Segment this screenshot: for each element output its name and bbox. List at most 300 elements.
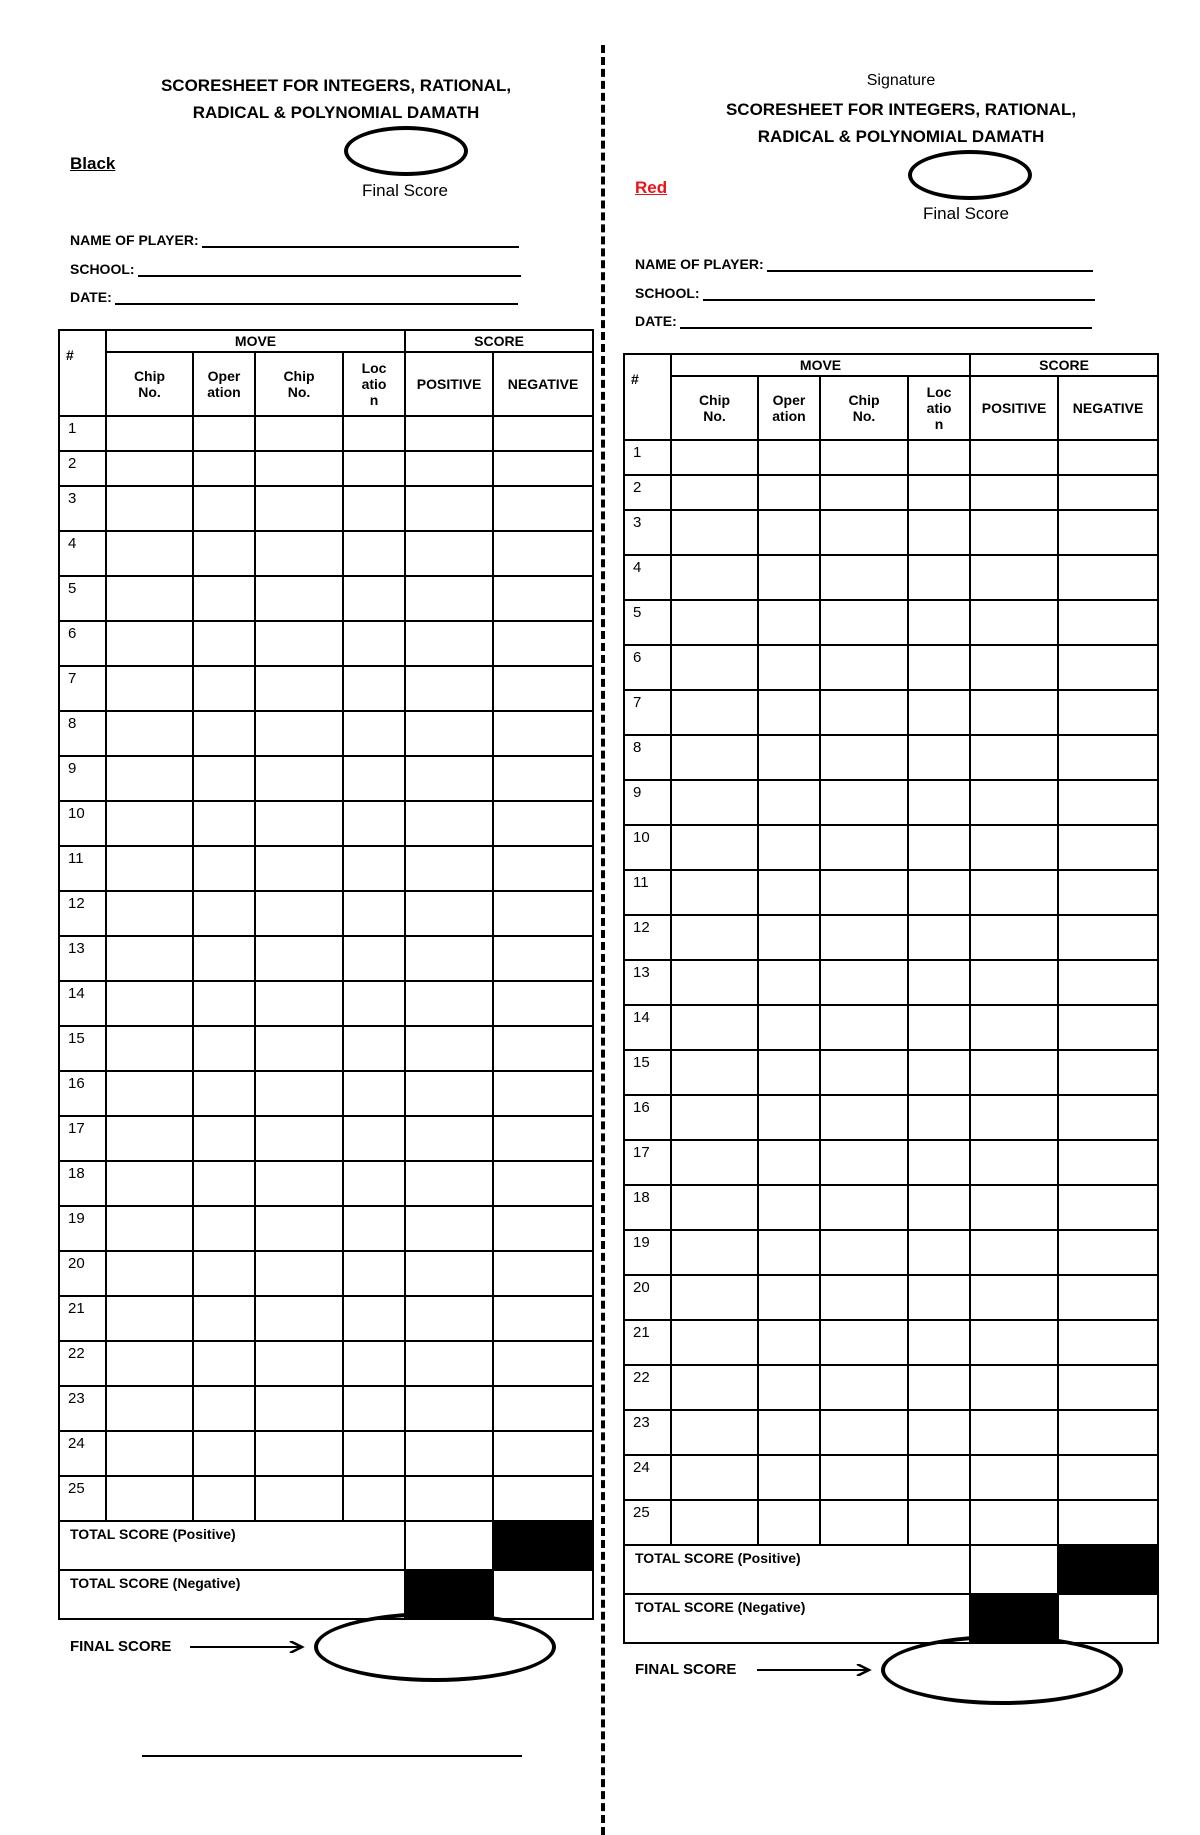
chip-no-cell[interactable] — [671, 600, 758, 645]
chip-no-cell-2[interactable] — [255, 666, 343, 711]
location-cell[interactable] — [908, 870, 970, 915]
chip-no-cell-2[interactable] — [255, 981, 343, 1026]
chip-no-cell[interactable] — [671, 960, 758, 1005]
name-field[interactable] — [635, 256, 1093, 272]
chip-no-cell-2[interactable] — [255, 1071, 343, 1116]
location-cell[interactable] — [908, 1320, 970, 1365]
positive-cell[interactable] — [970, 825, 1058, 870]
school-line[interactable] — [703, 285, 1095, 301]
negative-cell[interactable] — [1058, 1050, 1158, 1095]
chip-no-cell-2[interactable] — [820, 645, 908, 690]
negative-cell[interactable] — [1058, 555, 1158, 600]
negative-cell[interactable] — [493, 1386, 593, 1431]
final-score-result-oval[interactable] — [881, 1635, 1123, 1705]
chip-no-cell-2[interactable] — [255, 621, 343, 666]
positive-cell[interactable] — [970, 1050, 1058, 1095]
chip-no-cell-2[interactable] — [820, 1365, 908, 1410]
chip-no-cell[interactable] — [106, 891, 193, 936]
chip-no-cell[interactable] — [106, 1206, 193, 1251]
chip-no-cell[interactable] — [106, 846, 193, 891]
chip-no-cell[interactable] — [671, 1500, 758, 1545]
operation-cell[interactable] — [758, 600, 820, 645]
operation-cell[interactable] — [193, 1476, 255, 1521]
positive-cell[interactable] — [405, 1386, 493, 1431]
positive-cell[interactable] — [405, 756, 493, 801]
chip-no-cell-2[interactable] — [255, 486, 343, 531]
operation-cell[interactable] — [193, 1026, 255, 1071]
chip-no-cell[interactable] — [671, 1275, 758, 1320]
positive-cell[interactable] — [405, 846, 493, 891]
chip-no-cell-2[interactable] — [820, 735, 908, 780]
location-cell[interactable] — [343, 801, 405, 846]
location-cell[interactable] — [908, 780, 970, 825]
location-cell[interactable] — [343, 936, 405, 981]
negative-cell[interactable] — [1058, 780, 1158, 825]
chip-no-cell-2[interactable] — [255, 846, 343, 891]
chip-no-cell-2[interactable] — [255, 1386, 343, 1431]
positive-cell[interactable] — [970, 1320, 1058, 1365]
operation-cell[interactable] — [758, 1005, 820, 1050]
location-cell[interactable] — [343, 451, 405, 486]
location-cell[interactable] — [908, 440, 970, 475]
chip-no-cell[interactable] — [671, 1185, 758, 1230]
negative-cell[interactable] — [493, 1476, 593, 1521]
positive-cell[interactable] — [970, 1410, 1058, 1455]
chip-no-cell[interactable] — [671, 870, 758, 915]
positive-cell[interactable] — [405, 1296, 493, 1341]
final-score-oval[interactable] — [344, 126, 468, 176]
negative-cell[interactable] — [1058, 510, 1158, 555]
positive-cell[interactable] — [970, 1500, 1058, 1545]
positive-cell[interactable] — [405, 531, 493, 576]
chip-no-cell[interactable] — [671, 780, 758, 825]
negative-cell[interactable] — [1058, 1230, 1158, 1275]
chip-no-cell[interactable] — [106, 576, 193, 621]
chip-no-cell[interactable] — [671, 1230, 758, 1275]
negative-cell[interactable] — [493, 576, 593, 621]
chip-no-cell[interactable] — [671, 1140, 758, 1185]
location-cell[interactable] — [343, 1071, 405, 1116]
school-field[interactable] — [70, 261, 521, 277]
date-line[interactable] — [115, 289, 518, 305]
positive-cell[interactable] — [970, 735, 1058, 780]
operation-cell[interactable] — [193, 1161, 255, 1206]
operation-cell[interactable] — [193, 1116, 255, 1161]
chip-no-cell-2[interactable] — [255, 1116, 343, 1161]
location-cell[interactable] — [343, 1341, 405, 1386]
operation-cell[interactable] — [758, 475, 820, 510]
chip-no-cell-2[interactable] — [255, 936, 343, 981]
positive-cell[interactable] — [405, 486, 493, 531]
name-field[interactable] — [70, 232, 519, 248]
chip-no-cell[interactable] — [106, 531, 193, 576]
operation-cell[interactable] — [758, 825, 820, 870]
operation-cell[interactable] — [193, 666, 255, 711]
location-cell[interactable] — [343, 486, 405, 531]
chip-no-cell-2[interactable] — [820, 1230, 908, 1275]
chip-no-cell[interactable] — [671, 915, 758, 960]
chip-no-cell[interactable] — [106, 756, 193, 801]
negative-cell[interactable] — [493, 1071, 593, 1116]
total-positive-cell[interactable] — [405, 1521, 493, 1570]
chip-no-cell-2[interactable] — [255, 1431, 343, 1476]
operation-cell[interactable] — [193, 801, 255, 846]
location-cell[interactable] — [908, 1005, 970, 1050]
chip-no-cell-2[interactable] — [255, 451, 343, 486]
name-line[interactable] — [767, 256, 1093, 272]
chip-no-cell[interactable] — [671, 735, 758, 780]
positive-cell[interactable] — [405, 1026, 493, 1071]
chip-no-cell-2[interactable] — [255, 1026, 343, 1071]
negative-cell[interactable] — [493, 1431, 593, 1476]
negative-cell[interactable] — [493, 451, 593, 486]
location-cell[interactable] — [343, 711, 405, 756]
negative-cell[interactable] — [1058, 1095, 1158, 1140]
chip-no-cell[interactable] — [106, 936, 193, 981]
chip-no-cell[interactable] — [671, 510, 758, 555]
location-cell[interactable] — [343, 1161, 405, 1206]
positive-cell[interactable] — [970, 1365, 1058, 1410]
negative-cell[interactable] — [1058, 1185, 1158, 1230]
location-cell[interactable] — [343, 1026, 405, 1071]
chip-no-cell-2[interactable] — [820, 1140, 908, 1185]
positive-cell[interactable] — [405, 1071, 493, 1116]
chip-no-cell-2[interactable] — [820, 510, 908, 555]
operation-cell[interactable] — [193, 576, 255, 621]
chip-no-cell[interactable] — [671, 1320, 758, 1365]
operation-cell[interactable] — [193, 846, 255, 891]
location-cell[interactable] — [343, 416, 405, 451]
positive-cell[interactable] — [405, 1161, 493, 1206]
positive-cell[interactable] — [405, 451, 493, 486]
chip-no-cell-2[interactable] — [255, 1206, 343, 1251]
negative-cell[interactable] — [493, 486, 593, 531]
operation-cell[interactable] — [758, 780, 820, 825]
positive-cell[interactable] — [405, 1476, 493, 1521]
positive-cell[interactable] — [405, 1116, 493, 1161]
chip-no-cell[interactable] — [671, 1410, 758, 1455]
negative-cell[interactable] — [1058, 825, 1158, 870]
operation-cell[interactable] — [193, 486, 255, 531]
chip-no-cell[interactable] — [671, 1050, 758, 1095]
chip-no-cell-2[interactable] — [820, 1050, 908, 1095]
negative-cell[interactable] — [1058, 690, 1158, 735]
chip-no-cell-2[interactable] — [820, 825, 908, 870]
positive-cell[interactable] — [970, 1140, 1058, 1185]
positive-cell[interactable] — [970, 600, 1058, 645]
negative-cell[interactable] — [1058, 1365, 1158, 1410]
location-cell[interactable] — [343, 1116, 405, 1161]
location-cell[interactable] — [343, 1296, 405, 1341]
positive-cell[interactable] — [970, 440, 1058, 475]
positive-cell[interactable] — [405, 1206, 493, 1251]
operation-cell[interactable] — [193, 1341, 255, 1386]
name-line[interactable] — [202, 232, 519, 248]
chip-no-cell-2[interactable] — [255, 1341, 343, 1386]
date-field[interactable] — [635, 313, 1092, 329]
negative-cell[interactable] — [493, 1116, 593, 1161]
negative-cell[interactable] — [493, 666, 593, 711]
chip-no-cell[interactable] — [106, 1116, 193, 1161]
positive-cell[interactable] — [970, 1455, 1058, 1500]
location-cell[interactable] — [908, 1455, 970, 1500]
positive-cell[interactable] — [970, 915, 1058, 960]
chip-no-cell[interactable] — [671, 825, 758, 870]
positive-cell[interactable] — [970, 1005, 1058, 1050]
chip-no-cell[interactable] — [106, 1476, 193, 1521]
operation-cell[interactable] — [758, 555, 820, 600]
total-negative-cell[interactable] — [493, 1570, 593, 1619]
chip-no-cell-2[interactable] — [255, 711, 343, 756]
negative-cell[interactable] — [493, 1206, 593, 1251]
chip-no-cell[interactable] — [671, 475, 758, 510]
chip-no-cell-2[interactable] — [820, 1410, 908, 1455]
chip-no-cell-2[interactable] — [820, 1320, 908, 1365]
operation-cell[interactable] — [193, 936, 255, 981]
positive-cell[interactable] — [970, 475, 1058, 510]
chip-no-cell-2[interactable] — [820, 475, 908, 510]
operation-cell[interactable] — [758, 1365, 820, 1410]
chip-no-cell-2[interactable] — [820, 440, 908, 475]
negative-cell[interactable] — [1058, 475, 1158, 510]
positive-cell[interactable] — [405, 891, 493, 936]
chip-no-cell[interactable] — [671, 440, 758, 475]
positive-cell[interactable] — [405, 576, 493, 621]
operation-cell[interactable] — [758, 960, 820, 1005]
positive-cell[interactable] — [970, 1185, 1058, 1230]
location-cell[interactable] — [908, 1500, 970, 1545]
negative-cell[interactable] — [1058, 1275, 1158, 1320]
positive-cell[interactable] — [970, 690, 1058, 735]
chip-no-cell[interactable] — [106, 1251, 193, 1296]
location-cell[interactable] — [908, 1365, 970, 1410]
chip-no-cell-2[interactable] — [820, 870, 908, 915]
chip-no-cell-2[interactable] — [255, 891, 343, 936]
location-cell[interactable] — [343, 1476, 405, 1521]
negative-cell[interactable] — [493, 1161, 593, 1206]
location-cell[interactable] — [343, 1386, 405, 1431]
chip-no-cell-2[interactable] — [820, 555, 908, 600]
chip-no-cell[interactable] — [671, 1365, 758, 1410]
negative-cell[interactable] — [1058, 1005, 1158, 1050]
operation-cell[interactable] — [193, 1296, 255, 1341]
chip-no-cell-2[interactable] — [820, 600, 908, 645]
negative-cell[interactable] — [1058, 960, 1158, 1005]
chip-no-cell[interactable] — [106, 1386, 193, 1431]
positive-cell[interactable] — [405, 711, 493, 756]
location-cell[interactable] — [908, 1050, 970, 1095]
location-cell[interactable] — [908, 960, 970, 1005]
operation-cell[interactable] — [193, 531, 255, 576]
operation-cell[interactable] — [758, 1050, 820, 1095]
chip-no-cell[interactable] — [106, 1341, 193, 1386]
chip-no-cell[interactable] — [671, 645, 758, 690]
location-cell[interactable] — [908, 690, 970, 735]
chip-no-cell-2[interactable] — [820, 1500, 908, 1545]
negative-cell[interactable] — [493, 801, 593, 846]
chip-no-cell[interactable] — [671, 1095, 758, 1140]
location-cell[interactable] — [908, 735, 970, 780]
location-cell[interactable] — [343, 1206, 405, 1251]
negative-cell[interactable] — [1058, 1140, 1158, 1185]
positive-cell[interactable] — [970, 1275, 1058, 1320]
signature-line[interactable] — [142, 1755, 522, 1757]
negative-cell[interactable] — [1058, 1410, 1158, 1455]
operation-cell[interactable] — [193, 1206, 255, 1251]
operation-cell[interactable] — [758, 1095, 820, 1140]
negative-cell[interactable] — [1058, 735, 1158, 780]
chip-no-cell[interactable] — [106, 1026, 193, 1071]
chip-no-cell[interactable] — [106, 981, 193, 1026]
chip-no-cell-2[interactable] — [820, 780, 908, 825]
location-cell[interactable] — [908, 1410, 970, 1455]
chip-no-cell[interactable] — [671, 1005, 758, 1050]
operation-cell[interactable] — [193, 451, 255, 486]
operation-cell[interactable] — [758, 735, 820, 780]
chip-no-cell-2[interactable] — [255, 1251, 343, 1296]
operation-cell[interactable] — [758, 1185, 820, 1230]
location-cell[interactable] — [343, 846, 405, 891]
operation-cell[interactable] — [193, 891, 255, 936]
negative-cell[interactable] — [493, 936, 593, 981]
chip-no-cell-2[interactable] — [255, 1296, 343, 1341]
negative-cell[interactable] — [1058, 915, 1158, 960]
location-cell[interactable] — [908, 1140, 970, 1185]
negative-cell[interactable] — [493, 711, 593, 756]
chip-no-cell-2[interactable] — [255, 1476, 343, 1521]
location-cell[interactable] — [908, 1185, 970, 1230]
chip-no-cell[interactable] — [106, 451, 193, 486]
positive-cell[interactable] — [970, 870, 1058, 915]
positive-cell[interactable] — [970, 555, 1058, 600]
positive-cell[interactable] — [970, 510, 1058, 555]
operation-cell[interactable] — [193, 711, 255, 756]
chip-no-cell[interactable] — [106, 1071, 193, 1116]
positive-cell[interactable] — [970, 780, 1058, 825]
negative-cell[interactable] — [493, 891, 593, 936]
chip-no-cell[interactable] — [106, 711, 193, 756]
chip-no-cell-2[interactable] — [255, 531, 343, 576]
school-field[interactable] — [635, 285, 1095, 301]
positive-cell[interactable] — [970, 960, 1058, 1005]
positive-cell[interactable] — [405, 416, 493, 451]
location-cell[interactable] — [343, 981, 405, 1026]
chip-no-cell[interactable] — [106, 416, 193, 451]
negative-cell[interactable] — [493, 531, 593, 576]
positive-cell[interactable] — [405, 936, 493, 981]
negative-cell[interactable] — [493, 1341, 593, 1386]
negative-cell[interactable] — [1058, 645, 1158, 690]
location-cell[interactable] — [908, 825, 970, 870]
operation-cell[interactable] — [758, 870, 820, 915]
operation-cell[interactable] — [193, 1386, 255, 1431]
location-cell[interactable] — [343, 531, 405, 576]
chip-no-cell-2[interactable] — [820, 960, 908, 1005]
negative-cell[interactable] — [493, 621, 593, 666]
operation-cell[interactable] — [193, 416, 255, 451]
operation-cell[interactable] — [758, 440, 820, 475]
location-cell[interactable] — [343, 621, 405, 666]
date-line[interactable] — [680, 313, 1092, 329]
operation-cell[interactable] — [193, 1251, 255, 1296]
operation-cell[interactable] — [758, 1500, 820, 1545]
final-score-result-oval[interactable] — [314, 1612, 556, 1682]
chip-no-cell-2[interactable] — [255, 416, 343, 451]
positive-cell[interactable] — [970, 1230, 1058, 1275]
chip-no-cell[interactable] — [106, 1161, 193, 1206]
negative-cell[interactable] — [493, 1026, 593, 1071]
positive-cell[interactable] — [405, 981, 493, 1026]
operation-cell[interactable] — [193, 1431, 255, 1476]
chip-no-cell-2[interactable] — [255, 576, 343, 621]
chip-no-cell[interactable] — [106, 486, 193, 531]
operation-cell[interactable] — [758, 1275, 820, 1320]
location-cell[interactable] — [908, 645, 970, 690]
location-cell[interactable] — [908, 555, 970, 600]
operation-cell[interactable] — [758, 1320, 820, 1365]
chip-no-cell-2[interactable] — [820, 1005, 908, 1050]
chip-no-cell[interactable] — [106, 621, 193, 666]
negative-cell[interactable] — [1058, 870, 1158, 915]
operation-cell[interactable] — [193, 981, 255, 1026]
location-cell[interactable] — [343, 756, 405, 801]
negative-cell[interactable] — [1058, 1455, 1158, 1500]
negative-cell[interactable] — [1058, 1320, 1158, 1365]
negative-cell[interactable] — [493, 981, 593, 1026]
positive-cell[interactable] — [405, 1341, 493, 1386]
operation-cell[interactable] — [758, 1410, 820, 1455]
negative-cell[interactable] — [493, 846, 593, 891]
chip-no-cell[interactable] — [671, 555, 758, 600]
location-cell[interactable] — [908, 475, 970, 510]
operation-cell[interactable] — [758, 1230, 820, 1275]
chip-no-cell-2[interactable] — [820, 690, 908, 735]
operation-cell[interactable] — [758, 1455, 820, 1500]
operation-cell[interactable] — [758, 510, 820, 555]
positive-cell[interactable] — [405, 1431, 493, 1476]
negative-cell[interactable] — [493, 1296, 593, 1341]
operation-cell[interactable] — [758, 915, 820, 960]
location-cell[interactable] — [908, 600, 970, 645]
chip-no-cell-2[interactable] — [820, 1275, 908, 1320]
location-cell[interactable] — [908, 1275, 970, 1320]
operation-cell[interactable] — [758, 1140, 820, 1185]
location-cell[interactable] — [343, 666, 405, 711]
operation-cell[interactable] — [193, 756, 255, 801]
location-cell[interactable] — [908, 1230, 970, 1275]
positive-cell[interactable] — [405, 1251, 493, 1296]
chip-no-cell-2[interactable] — [820, 1185, 908, 1230]
negative-cell[interactable] — [1058, 440, 1158, 475]
chip-no-cell[interactable] — [106, 1431, 193, 1476]
chip-no-cell[interactable] — [106, 801, 193, 846]
chip-no-cell-2[interactable] — [820, 1095, 908, 1140]
total-positive-cell[interactable] — [970, 1545, 1058, 1594]
date-field[interactable] — [70, 289, 518, 305]
location-cell[interactable] — [343, 891, 405, 936]
positive-cell[interactable] — [405, 666, 493, 711]
chip-no-cell[interactable] — [106, 1296, 193, 1341]
operation-cell[interactable] — [193, 621, 255, 666]
negative-cell[interactable] — [1058, 1500, 1158, 1545]
chip-no-cell[interactable] — [671, 690, 758, 735]
positive-cell[interactable] — [970, 1095, 1058, 1140]
chip-no-cell-2[interactable] — [255, 801, 343, 846]
chip-no-cell-2[interactable] — [255, 756, 343, 801]
location-cell[interactable] — [908, 510, 970, 555]
chip-no-cell-2[interactable] — [255, 1161, 343, 1206]
positive-cell[interactable] — [405, 801, 493, 846]
